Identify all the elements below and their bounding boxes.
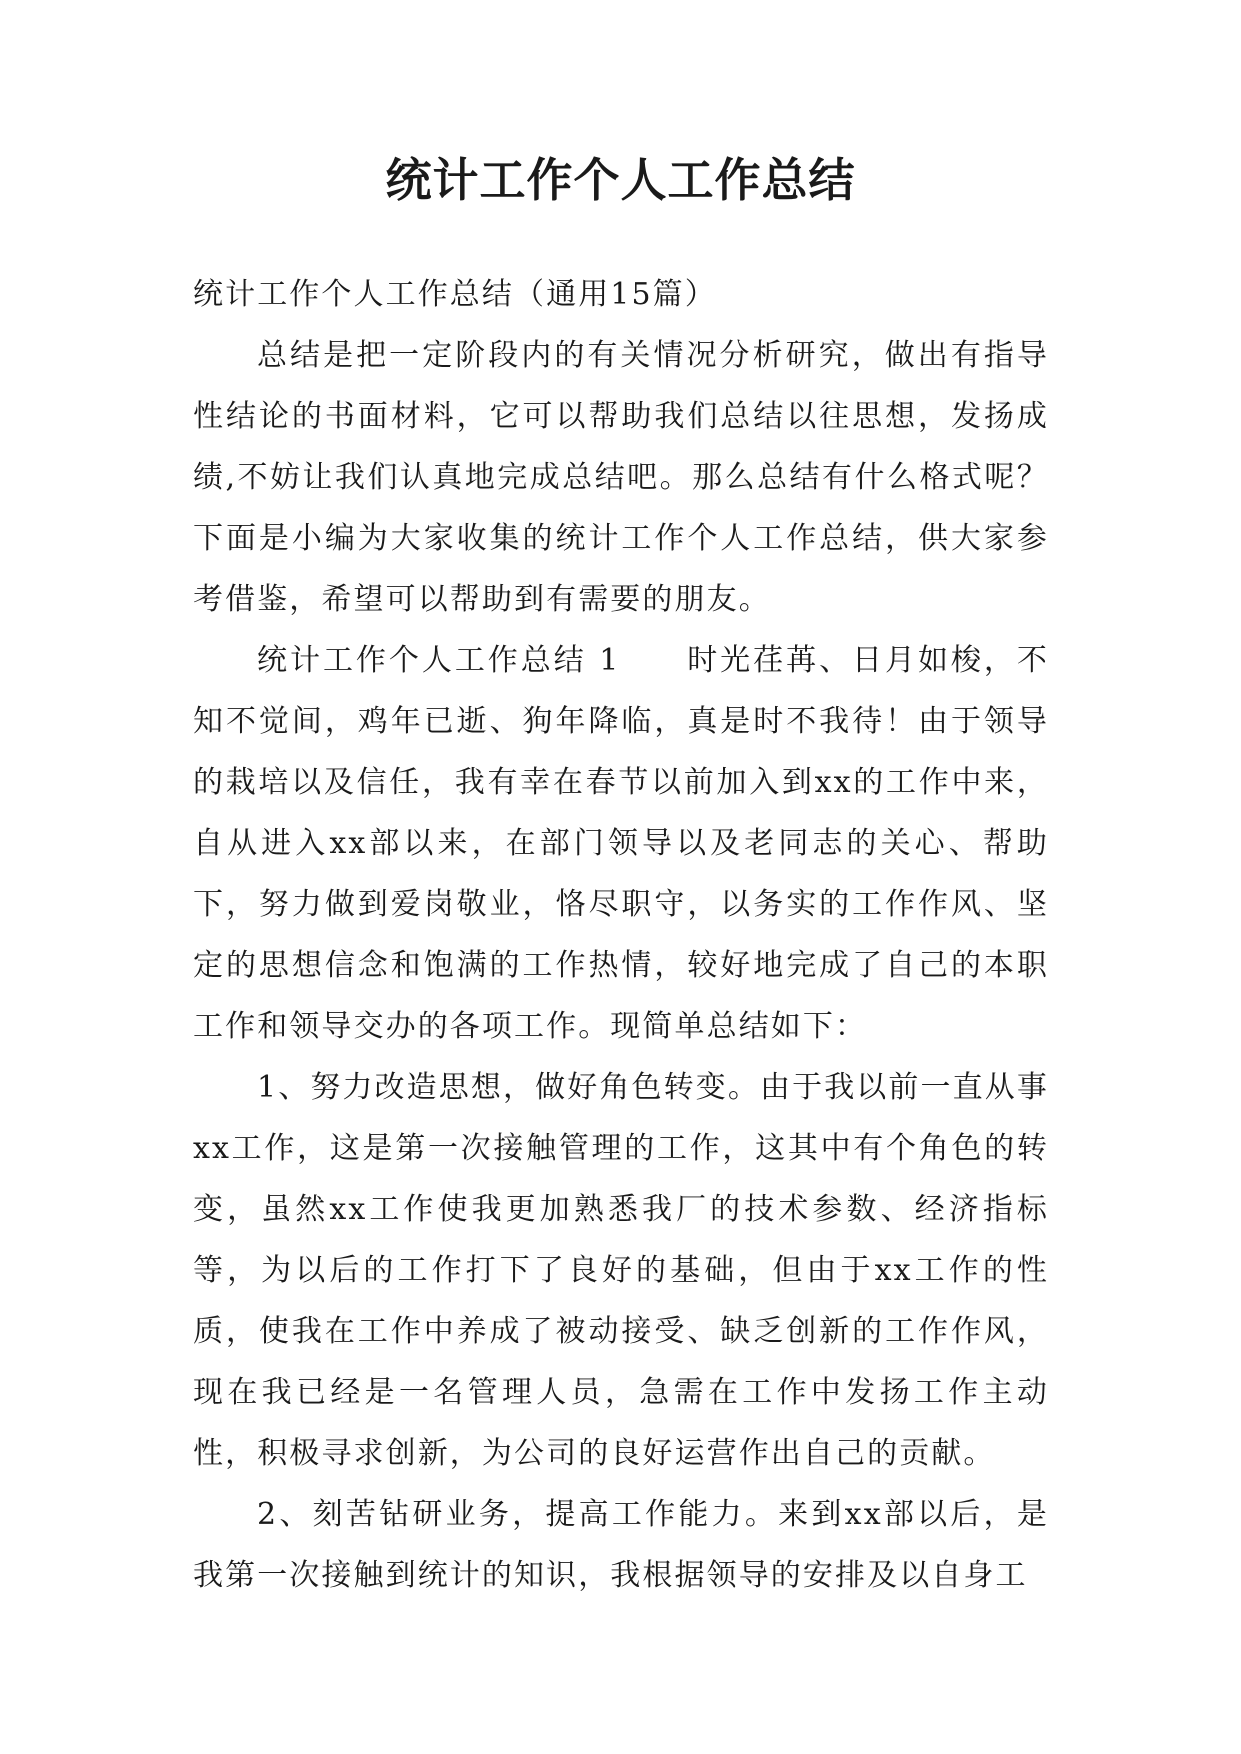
paragraph-intro: 总结是把一定阶段内的有关情况分析研究，做出有指导性结论的书面材料，它可以帮助我们总结以往思想，发扬成绩,不妨让我们认真地完成总结吧。那么总结有什么格式呢？下面是小编为大家收集的统计工作个人工作总结，供大家参考借鉴，希望可以帮助到有需要的朋友。 (193, 338, 1049, 617)
paragraph-point-2: 2、刻苦钻研业务，提高工作能力。来到xx部以后，是我第一次接触到统计的知识，我根据领导的安排及以自身工 (193, 1497, 1049, 1593)
paragraph-point-1: 1、努力改造思想，做好角色转变。由于我以前一直从事xx工作，这是第一次接触管理的工作，这其中有个角色的转变，虽然xx工作使我更加熟悉我厂的技术参数、经济指标等，为以后的工作打下了良好的基础，但由于xx工作的性质，使我在工作中养成了被动接受、缺乏创新的工作作风，现在我已经是一名管理人员，急需在工作中发扬工作主动性，积极寻求创新，为公司的良好运营作出自己的贡献。 (193, 1070, 1049, 1471)
document-title: 统计工作个人工作总结 (385, 153, 856, 207)
document-subtitle: 统计工作个人工作总结（通用15篇） (193, 277, 717, 312)
paragraph-summary-1: 统计工作个人工作总结 1 时光荏苒、日月如梭，不知不觉间，鸡年已逝、狗年降临，真是时不我待！由于领导的栽培以及信任，我有幸在春节以前加入到xx的工作中来，自从进入xx部以来，在部门领导以及老同志的关心、帮助下，努力做到爱岗敬业，恪尽职守，以务实的工作作风、坚定的思想信念和饱满的工作热情，较好地完成了自己的本职工作和领导交办的各项工作。现简单总结如下： (193, 643, 1049, 1044)
document-body (193, 264, 1049, 1606)
